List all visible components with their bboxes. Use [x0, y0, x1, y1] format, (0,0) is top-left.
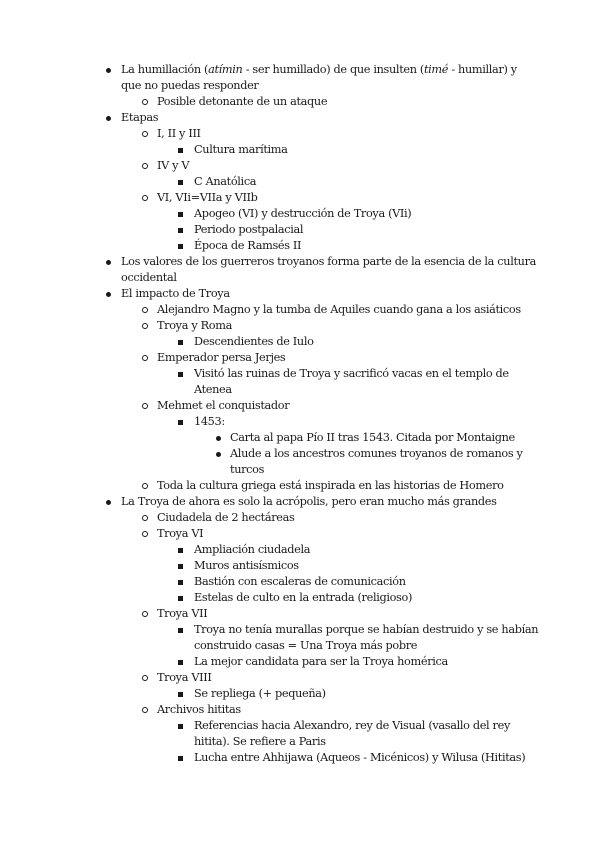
square-bullet-icon — [178, 244, 183, 249]
list-item — [194, 238, 301, 254]
list-item — [157, 702, 241, 718]
text-run: Alude a los ancestros comunes troyanos de romanos y — [230, 447, 523, 460]
list-item — [157, 126, 201, 142]
text-run: Emperador persa Jerjes — [157, 351, 286, 364]
text-run: Alejandro Magno y la tumba de Aquiles cuando gana a los asiáticos — [157, 303, 521, 316]
text-run: Referencias hacia Alexandro, rey de Visual (vasallo del rey — [194, 719, 510, 732]
text-run: La mejor candidata para ser la Troya homérica — [194, 655, 448, 668]
square-bullet-icon — [178, 660, 183, 665]
list-item — [194, 590, 412, 606]
circle-bullet-icon — [142, 195, 148, 201]
list-item — [194, 222, 303, 238]
list-item-continuation — [194, 734, 326, 750]
list-item — [157, 606, 207, 622]
text-run: Periodo postpalacial — [194, 223, 304, 236]
disc-bullet-icon — [216, 436, 221, 441]
list-item — [157, 350, 285, 366]
list-item — [157, 526, 203, 542]
list-item — [194, 366, 509, 382]
circle-bullet-icon — [142, 531, 148, 537]
disc-bullet-icon — [106, 116, 111, 121]
text-run: Troya VII — [157, 607, 208, 620]
text-run: que no puedas responder — [121, 79, 259, 92]
text-run: Carta al papa Pío II tras 1543. Citada por Montaigne — [230, 431, 515, 444]
list-item — [194, 174, 256, 190]
square-bullet-icon — [178, 596, 183, 601]
square-bullet-icon — [178, 228, 183, 233]
circle-bullet-icon — [142, 707, 148, 713]
square-bullet-icon — [178, 564, 183, 569]
list-item-continuation — [194, 382, 232, 398]
square-bullet-icon — [178, 756, 183, 761]
disc-bullet-icon — [106, 500, 111, 505]
circle-bullet-icon — [142, 403, 148, 409]
circle-bullet-icon — [142, 131, 148, 137]
list-item — [157, 318, 232, 334]
list-item — [194, 142, 288, 158]
italic-term: atímin — [208, 63, 243, 76]
text-run: El impacto de Troya — [121, 287, 230, 300]
text-run: Ciudadela de 2 hectáreas — [157, 511, 295, 524]
circle-bullet-icon — [142, 323, 148, 329]
list-item-continuation — [230, 462, 264, 478]
list-item-continuation — [121, 270, 177, 286]
list-item — [194, 414, 225, 430]
text-run: I, II y III — [157, 127, 201, 140]
list-item — [194, 334, 314, 350]
list-item — [121, 494, 497, 510]
circle-bullet-icon — [142, 483, 148, 489]
list-item — [230, 430, 515, 446]
text-run: VI, VIi=VIIa y VIIb — [157, 191, 258, 204]
text-run: IV y V — [157, 159, 190, 172]
text-run: Muros antisísmicos — [194, 559, 299, 572]
square-bullet-icon — [178, 580, 183, 585]
text-run: Se repliega (+ pequeña) — [194, 687, 326, 700]
list-item — [157, 398, 289, 414]
text-run: construido casas = Una Troya más pobre — [194, 639, 418, 652]
list-item — [194, 750, 525, 766]
disc-bullet-icon — [216, 452, 221, 457]
text-run: Bastión con escaleras de comunicación — [194, 575, 406, 588]
text-run: Troya y Roma — [157, 319, 232, 332]
list-item — [121, 286, 230, 302]
text-run: - ser humillado) de que insulten ( — [242, 63, 424, 76]
square-bullet-icon — [178, 212, 183, 217]
text-run: Apogeo (VI) y destrucción de Troya (VIi) — [194, 207, 412, 220]
text-run: Época de Ramsés II — [194, 239, 302, 252]
text-run: Troya VI — [157, 527, 204, 540]
square-bullet-icon — [178, 692, 183, 697]
list-item — [194, 542, 310, 558]
text-run: Posible detonante de un ataque — [157, 95, 328, 108]
text-run: Atenea — [194, 383, 232, 396]
list-item — [157, 510, 294, 526]
list-item — [230, 446, 523, 462]
disc-bullet-icon — [106, 68, 111, 73]
text-run: 1453: — [194, 415, 225, 428]
list-item — [157, 478, 504, 494]
list-item — [194, 574, 406, 590]
text-run: Toda la cultura griega está inspirada en las historias de Homero — [157, 479, 504, 492]
text-run: Archivos hititas — [157, 703, 241, 716]
circle-bullet-icon — [142, 515, 148, 521]
list-item — [157, 302, 521, 318]
circle-bullet-icon — [142, 611, 148, 617]
square-bullet-icon — [178, 340, 183, 345]
list-item — [121, 110, 158, 126]
text-run: Etapas — [121, 111, 159, 124]
text-run: Troya VIII — [157, 671, 212, 684]
text-run: turcos — [230, 463, 265, 476]
text-run: C Anatólica — [194, 175, 257, 188]
list-item — [194, 686, 326, 702]
circle-bullet-icon — [142, 307, 148, 313]
list-item — [157, 670, 212, 686]
text-run: Lucha entre Ahhijawa (Aqueos - Micénicos) y Wilusa (Hititas) — [194, 751, 526, 764]
list-item — [194, 622, 538, 638]
text-run: La Troya de ahora es solo la acrópolis, pero eran mucho más grandes — [121, 495, 497, 508]
circle-bullet-icon — [142, 675, 148, 681]
list-item — [157, 94, 327, 110]
square-bullet-icon — [178, 180, 183, 185]
square-bullet-icon — [178, 724, 183, 729]
text-run: occidental — [121, 271, 177, 284]
circle-bullet-icon — [142, 99, 148, 105]
text-run: Ampliación ciudadela — [194, 543, 311, 556]
square-bullet-icon — [178, 548, 183, 553]
square-bullet-icon — [178, 420, 183, 425]
list-item — [121, 254, 536, 270]
list-item — [194, 558, 299, 574]
text-run: Visitó las ruinas de Troya y sacrificó vacas en el templo de — [194, 367, 509, 380]
italic-term: timé — [423, 63, 449, 76]
text-run: Descendientes de Iulo — [194, 335, 314, 348]
circle-bullet-icon — [142, 163, 148, 169]
text-run: Los valores de los guerreros troyanos forma parte de la esencia de la cultura — [121, 255, 537, 268]
list-item — [157, 158, 189, 174]
list-item — [194, 654, 448, 670]
text-run: Cultura marítima — [194, 143, 288, 156]
square-bullet-icon — [178, 372, 183, 377]
text-run: - humillar) y — [448, 63, 517, 76]
circle-bullet-icon — [142, 355, 148, 361]
list-item-continuation — [121, 78, 258, 94]
list-item — [194, 718, 510, 734]
list-item — [121, 62, 517, 78]
list-item — [157, 190, 258, 206]
square-bullet-icon — [178, 628, 183, 633]
text-run: Estelas de culto en la entrada (religioso) — [194, 591, 413, 604]
disc-bullet-icon — [106, 292, 111, 297]
list-item-continuation — [194, 638, 417, 654]
disc-bullet-icon — [106, 260, 111, 265]
text-run: Mehmet el conquistador — [157, 399, 290, 412]
text-run: La humillación ( — [121, 63, 209, 76]
text-run: hitita). Se refiere a Paris — [194, 735, 326, 748]
list-item — [194, 206, 411, 222]
text-run: Troya no tenía murallas porque se habían destruido y se habían — [194, 623, 539, 636]
square-bullet-icon — [178, 148, 183, 153]
